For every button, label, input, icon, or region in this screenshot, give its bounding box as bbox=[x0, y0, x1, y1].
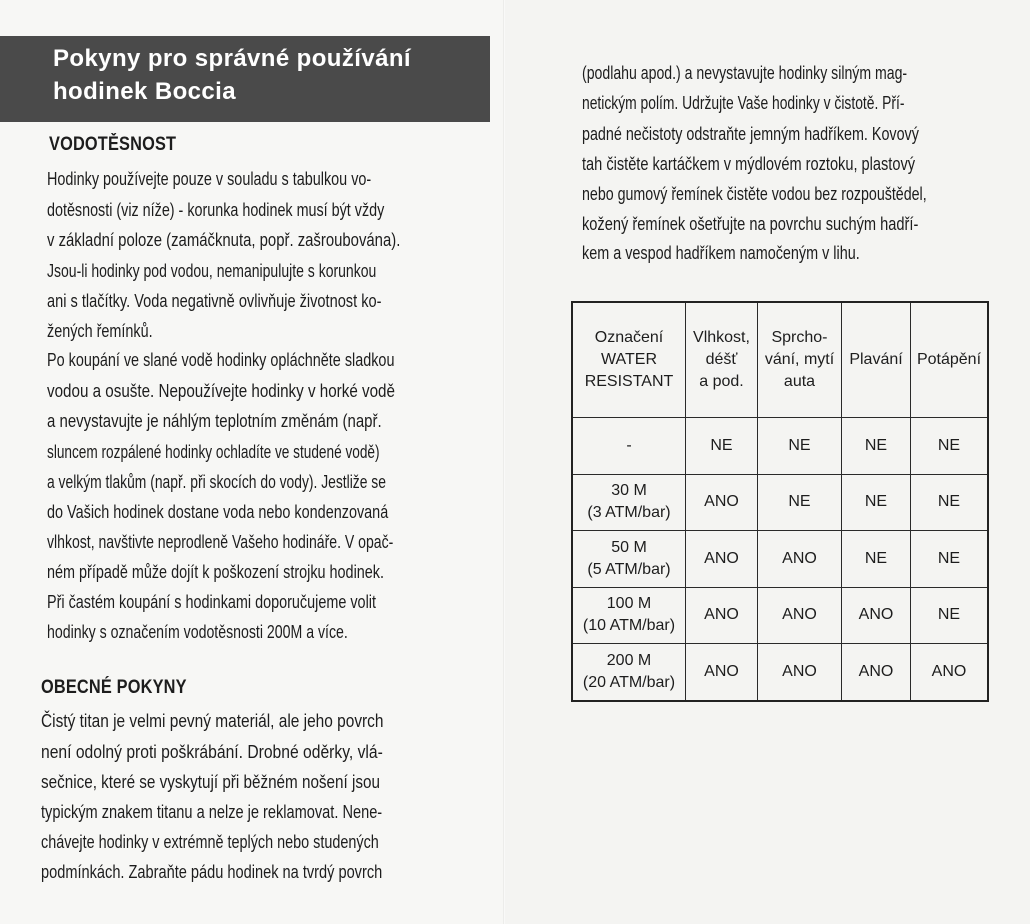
table-cell bbox=[758, 644, 842, 701]
header-text: RESISTANT bbox=[584, 373, 674, 390]
header-text: a pod. bbox=[699, 373, 744, 390]
left-page bbox=[0, 0, 505, 924]
text-line: a nevystavujte je náhlým teplotním změnám (např. bbox=[47, 411, 382, 431]
table-cell bbox=[842, 474, 911, 531]
table-cell bbox=[686, 531, 758, 588]
text-line: hodinky s označením vodotěsnosti 200M a více. bbox=[47, 622, 348, 642]
text-line: do Vašich hodinek dostane voda nebo kondenzovaná bbox=[47, 502, 389, 522]
cell-text: ANO bbox=[704, 493, 739, 511]
text-line: není odolný proti poškrábání. Drobné oděrky, vlá- bbox=[41, 742, 383, 762]
text-line: netickým polím. Udržujte Vaše hodinky v čistotě. Pří- bbox=[582, 93, 905, 113]
text-line: vodou a osušte. Nepoužívejte hodinky v horké vodě bbox=[47, 381, 395, 401]
cell-text: (5 ATM/bar) bbox=[587, 560, 671, 578]
text-line: Jsou-li hodinky pod vodou, nemanipulujte s korunkou bbox=[47, 261, 377, 281]
table-cell bbox=[911, 587, 989, 644]
header-marking bbox=[572, 302, 686, 418]
table-cell bbox=[572, 531, 686, 588]
table-cell bbox=[572, 644, 686, 701]
cell-text: ANO bbox=[858, 662, 894, 680]
cell-text: NE bbox=[710, 436, 733, 454]
section-heading-water-resistance: VODOTĚSNOST bbox=[49, 134, 177, 155]
cell-text: ANO bbox=[931, 662, 967, 680]
table-cell bbox=[758, 531, 842, 588]
header-text: Potápění bbox=[916, 351, 982, 368]
table-cell bbox=[572, 587, 686, 644]
table-cell bbox=[686, 587, 758, 644]
table-row bbox=[572, 644, 988, 701]
cell-text: (10 ATM/bar) bbox=[582, 617, 676, 635]
header-text: Označení bbox=[594, 329, 664, 346]
cell-text: NE bbox=[937, 549, 961, 567]
text-line: nebo gumový řemínek čistěte vodou bez rozpouštědel, bbox=[582, 184, 927, 204]
header-text: Plavání bbox=[849, 351, 903, 368]
text-line: Po koupání ve slané vodě hodinky opláchněte sladkou bbox=[47, 350, 395, 370]
table-header-row bbox=[572, 302, 988, 418]
table-cell bbox=[842, 587, 911, 644]
text-line: žených řemínků. bbox=[47, 321, 153, 341]
cell-text: NE bbox=[864, 549, 888, 567]
header-humidity bbox=[686, 302, 758, 418]
text-line: Hodinky používejte pouze v souladu s tabulkou vo- bbox=[47, 169, 372, 189]
table-cell bbox=[686, 644, 758, 701]
title-bar bbox=[0, 36, 490, 122]
cell-text: NE bbox=[937, 606, 961, 624]
cell-text: NE bbox=[937, 436, 961, 454]
text-line: typickým znakem titanu a nelze je reklamovat. Nene- bbox=[41, 802, 383, 822]
header-text: déšť bbox=[705, 351, 738, 368]
table-cell bbox=[686, 474, 758, 531]
table-cell bbox=[911, 418, 989, 475]
cell-text: NE bbox=[864, 493, 888, 511]
table-cell bbox=[686, 418, 758, 475]
cell-text: 100 M bbox=[606, 595, 652, 613]
text-line: sečnice, které se vyskytují při běžném nošení jsou bbox=[41, 772, 380, 792]
cell-text: NE bbox=[788, 436, 811, 454]
text-line: kožený řemínek ošetřujte na povrchu suchým hadří- bbox=[582, 214, 919, 234]
text-line: podmínkách. Zabraňte pádu hodinek na tvrdý povrch bbox=[41, 862, 383, 882]
text-line: chávejte hodinky v extrémně teplých nebo studených bbox=[41, 832, 379, 852]
header-swimming bbox=[842, 302, 911, 418]
table-row bbox=[572, 531, 988, 588]
text-line: padné nečistoty odstraňte jemným hadříkem. Kovový bbox=[582, 124, 919, 144]
table-cell bbox=[911, 531, 989, 588]
text-line: kem a vespod hadříkem namočeným v lihu. bbox=[582, 243, 860, 263]
header-showering bbox=[758, 302, 842, 418]
cell-text: - bbox=[626, 436, 632, 454]
table-cell bbox=[758, 474, 842, 531]
text-line: tah čistěte kartáčkem v mýdlovém roztoku, plastový bbox=[582, 154, 916, 174]
text-line: (podlahu apod.) a nevystavujte hodinky silným mag- bbox=[582, 63, 908, 83]
cell-text: ANO bbox=[782, 606, 817, 624]
page-title-line-2: hodinek Boccia bbox=[53, 78, 236, 105]
table-cell bbox=[911, 474, 989, 531]
text-line: ném případě může dojít k poškození strojku hodinek. bbox=[47, 562, 384, 582]
cell-text: ANO bbox=[782, 662, 817, 680]
header-text: vání, mytí bbox=[764, 351, 835, 368]
cell-text: ANO bbox=[704, 549, 739, 567]
page-title-line-1: Pokyny pro správné používání bbox=[53, 45, 411, 72]
cell-text: NE bbox=[864, 436, 888, 454]
cell-text: ANO bbox=[782, 549, 817, 567]
table-cell bbox=[842, 531, 911, 588]
text-line: v základní poloze (zamáčknuta, popř. zašroubována). bbox=[47, 230, 401, 250]
cell-text: 200 M bbox=[606, 651, 652, 669]
cell-text: (3 ATM/bar) bbox=[587, 504, 671, 522]
table-cell bbox=[572, 474, 686, 531]
cell-text: ANO bbox=[858, 606, 894, 624]
table-row bbox=[572, 587, 988, 644]
text-line: a velkým tlakům (např. při skocích do vody). Jestliže se bbox=[47, 472, 386, 492]
text-line: Při častém koupání s hodinkami doporučujeme volit bbox=[47, 592, 376, 612]
table-cell bbox=[572, 418, 686, 475]
cell-text: 30 M bbox=[611, 482, 647, 500]
text-line: dotěsnosti (viz níže) - korunka hodinek musí být vždy bbox=[47, 200, 385, 220]
header-diving bbox=[911, 302, 989, 418]
cell-text: ANO bbox=[704, 606, 739, 624]
text-line: vlhkost, navštivte neprodleně Vašeho hodináře. V opač- bbox=[47, 532, 394, 552]
text-line: sluncem rozpálené hodinky ochladíte ve studené vodě) bbox=[47, 442, 380, 462]
water-resistance-table bbox=[571, 301, 989, 702]
table-row bbox=[572, 418, 988, 475]
table-row bbox=[572, 474, 988, 531]
cell-text: 50 M bbox=[611, 538, 647, 556]
header-text: Vlhkost, bbox=[693, 329, 750, 346]
cell-text: NE bbox=[937, 493, 961, 511]
text-line: ani s tlačítky. Voda negativně ovlivňuje životnost ko- bbox=[47, 291, 382, 311]
cell-text: ANO bbox=[704, 662, 739, 680]
section-heading-general-instructions: OBECNÉ POKYNY bbox=[41, 677, 187, 698]
table-cell bbox=[842, 644, 911, 701]
cell-text: NE bbox=[788, 493, 811, 511]
header-text: WATER bbox=[601, 351, 657, 368]
text-line: Čistý titan je velmi pevný materiál, ale jeho povrch bbox=[41, 711, 384, 731]
table-cell bbox=[911, 644, 989, 701]
table-cell bbox=[758, 418, 842, 475]
table-cell bbox=[842, 418, 911, 475]
table-cell bbox=[758, 587, 842, 644]
header-text: Sprcho- bbox=[771, 329, 828, 346]
header-text: auta bbox=[783, 373, 816, 390]
cell-text: (20 ATM/bar) bbox=[582, 673, 676, 691]
